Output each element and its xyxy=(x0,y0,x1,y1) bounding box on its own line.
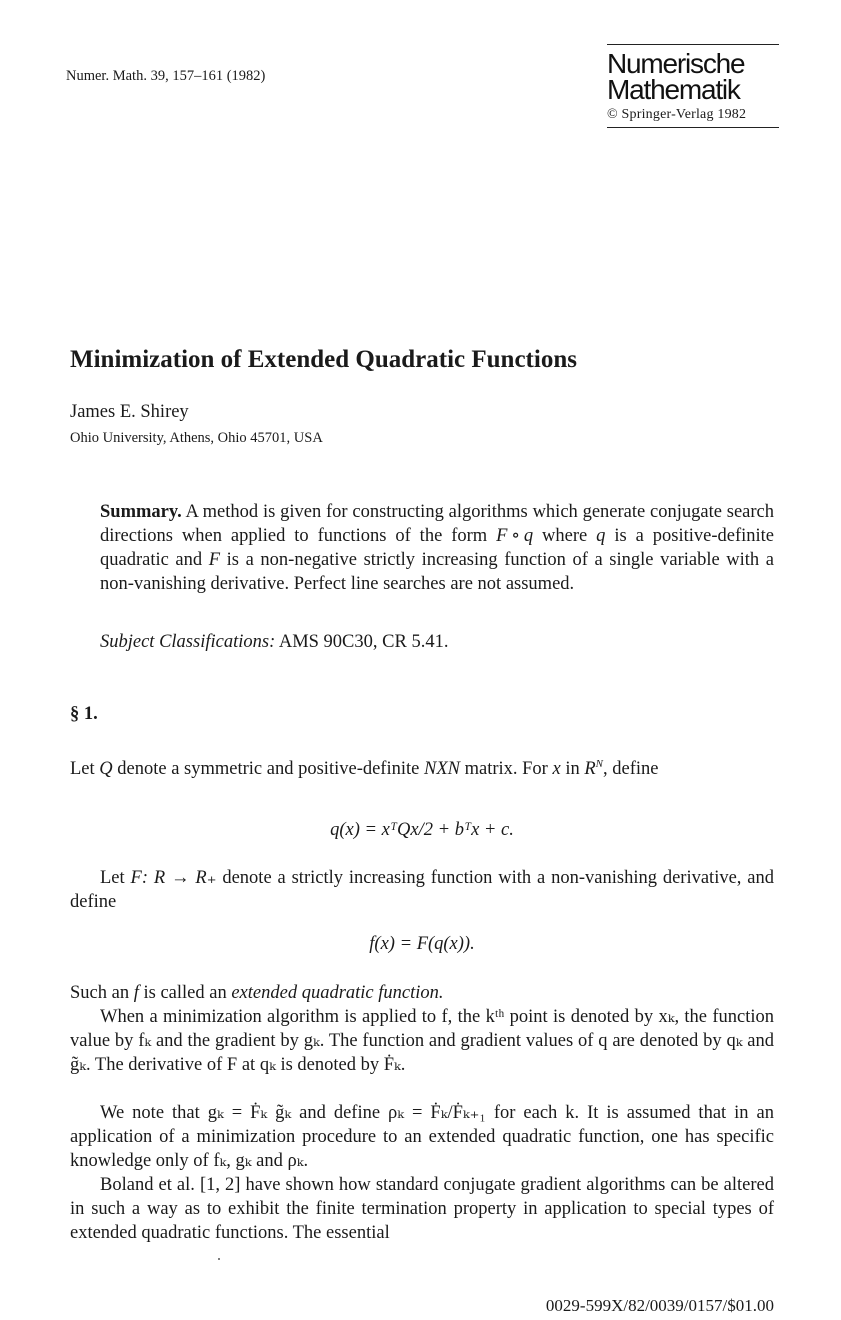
p1-text-a: Let xyxy=(70,759,100,780)
summary-math-fq: F ∘ q xyxy=(496,526,534,546)
summary-math-q: q xyxy=(596,526,606,546)
p1-text-b: denote a symmetric and positive-definite xyxy=(112,759,424,780)
journal-name-line-2: Mathematik xyxy=(607,74,740,105)
summary-math-f: F xyxy=(208,550,221,570)
author-affiliation: Ohio University, Athens, Ohio 45701, USA xyxy=(70,430,323,446)
article-title: Minimization of Extended Quadratic Functions xyxy=(70,346,577,373)
p3-math-f: f xyxy=(133,983,139,1003)
summary-text-1: A method is given for constructing algorithms which generate conjugate search directions when applied to functions of the form xyxy=(100,502,774,546)
subject-classifications xyxy=(100,632,448,653)
author-name: James E. Shirey xyxy=(70,402,189,422)
summary-paragraph xyxy=(100,500,774,596)
p2-text-a: Let xyxy=(100,868,131,888)
p1-text-d: in xyxy=(560,759,585,780)
footer-code: 0029-599X/82/0039/0157/$01.00 xyxy=(545,1296,774,1315)
stray-mark xyxy=(218,1258,220,1260)
p1-math-nxn: NXN xyxy=(423,759,460,780)
summary-text-4: is a non-negative strictly increasing function of a single variable with a non-vanishing derivative. Perfect line searches are not assumed. xyxy=(100,550,774,594)
summary-text-2: where xyxy=(533,526,597,546)
body-paragraph-5: We note that gₖ = Ḟₖ g̃ₖ and define ρₖ = Ḟₖ/Ḟₖ₊₁ for each k. It is assumed that in an application of a minimization procedure to an extended quadratic function, one has specific knowledge only of fₖ, gₖ and ρₖ. xyxy=(70,1103,774,1171)
equation-f-definition: f(x) = F(q(x)). xyxy=(369,934,475,954)
body-paragraph-2 xyxy=(70,866,774,914)
body-paragraph-6: Boland et al. [1, 2] have shown how standard conjugate gradient algorithms can be altered in such a way as to exhibit the finite termination property in application to special types of extended quadratic functions. The essential xyxy=(70,1175,774,1243)
equation-q-definition: q(x) = xᵀQx/2 + bᵀx + c. xyxy=(330,820,514,840)
p3-text-a: Such an xyxy=(70,983,134,1003)
p1-text-e: , define xyxy=(602,759,659,780)
classifications-label: Subject Classifications: xyxy=(100,632,276,652)
p1-math-N-superscript: N xyxy=(595,758,603,770)
body-paragraph-4: When a minimization algorithm is applied to f, the kᵗʰ point is denoted by xₖ, the function value by fₖ and the gradient by gₖ. The function and gradient values of q are denoted by qₖ and g̃ₖ. The derivative of F at qₖ is denoted by Ḟₖ. xyxy=(70,1007,774,1075)
journal-citation: Numer. Math. 39, 157–161 (1982) xyxy=(66,68,266,84)
journal-logo-block xyxy=(607,44,779,128)
classifications-value: AMS 90C30, CR 5.41. xyxy=(275,632,449,652)
p1-math-x: x xyxy=(552,759,561,780)
summary-label: Summary. xyxy=(100,502,182,522)
p1-math-Q: Q xyxy=(99,759,113,780)
journal-name-line-1: Numerische xyxy=(607,48,745,79)
p1-text-c: matrix. For xyxy=(459,759,553,780)
body-paragraph-1 xyxy=(70,752,774,781)
section-heading: § 1. xyxy=(70,704,98,724)
p1-math-R: R xyxy=(584,759,596,780)
p3-defined-term: extended quadratic function. xyxy=(231,983,444,1003)
p3-text-b: is called an xyxy=(138,983,232,1003)
p2-text-b: denote a strictly increasing function with a non-vanishing derivative, and define xyxy=(70,868,774,912)
summary-text-3: is a positive-definite quadratic and xyxy=(100,526,774,570)
body-paragraph-3 xyxy=(70,981,774,1005)
publisher-copyright: © Springer-Verlag 1982 xyxy=(607,107,747,122)
p2-math-F: F: R → R₊ xyxy=(130,868,217,888)
